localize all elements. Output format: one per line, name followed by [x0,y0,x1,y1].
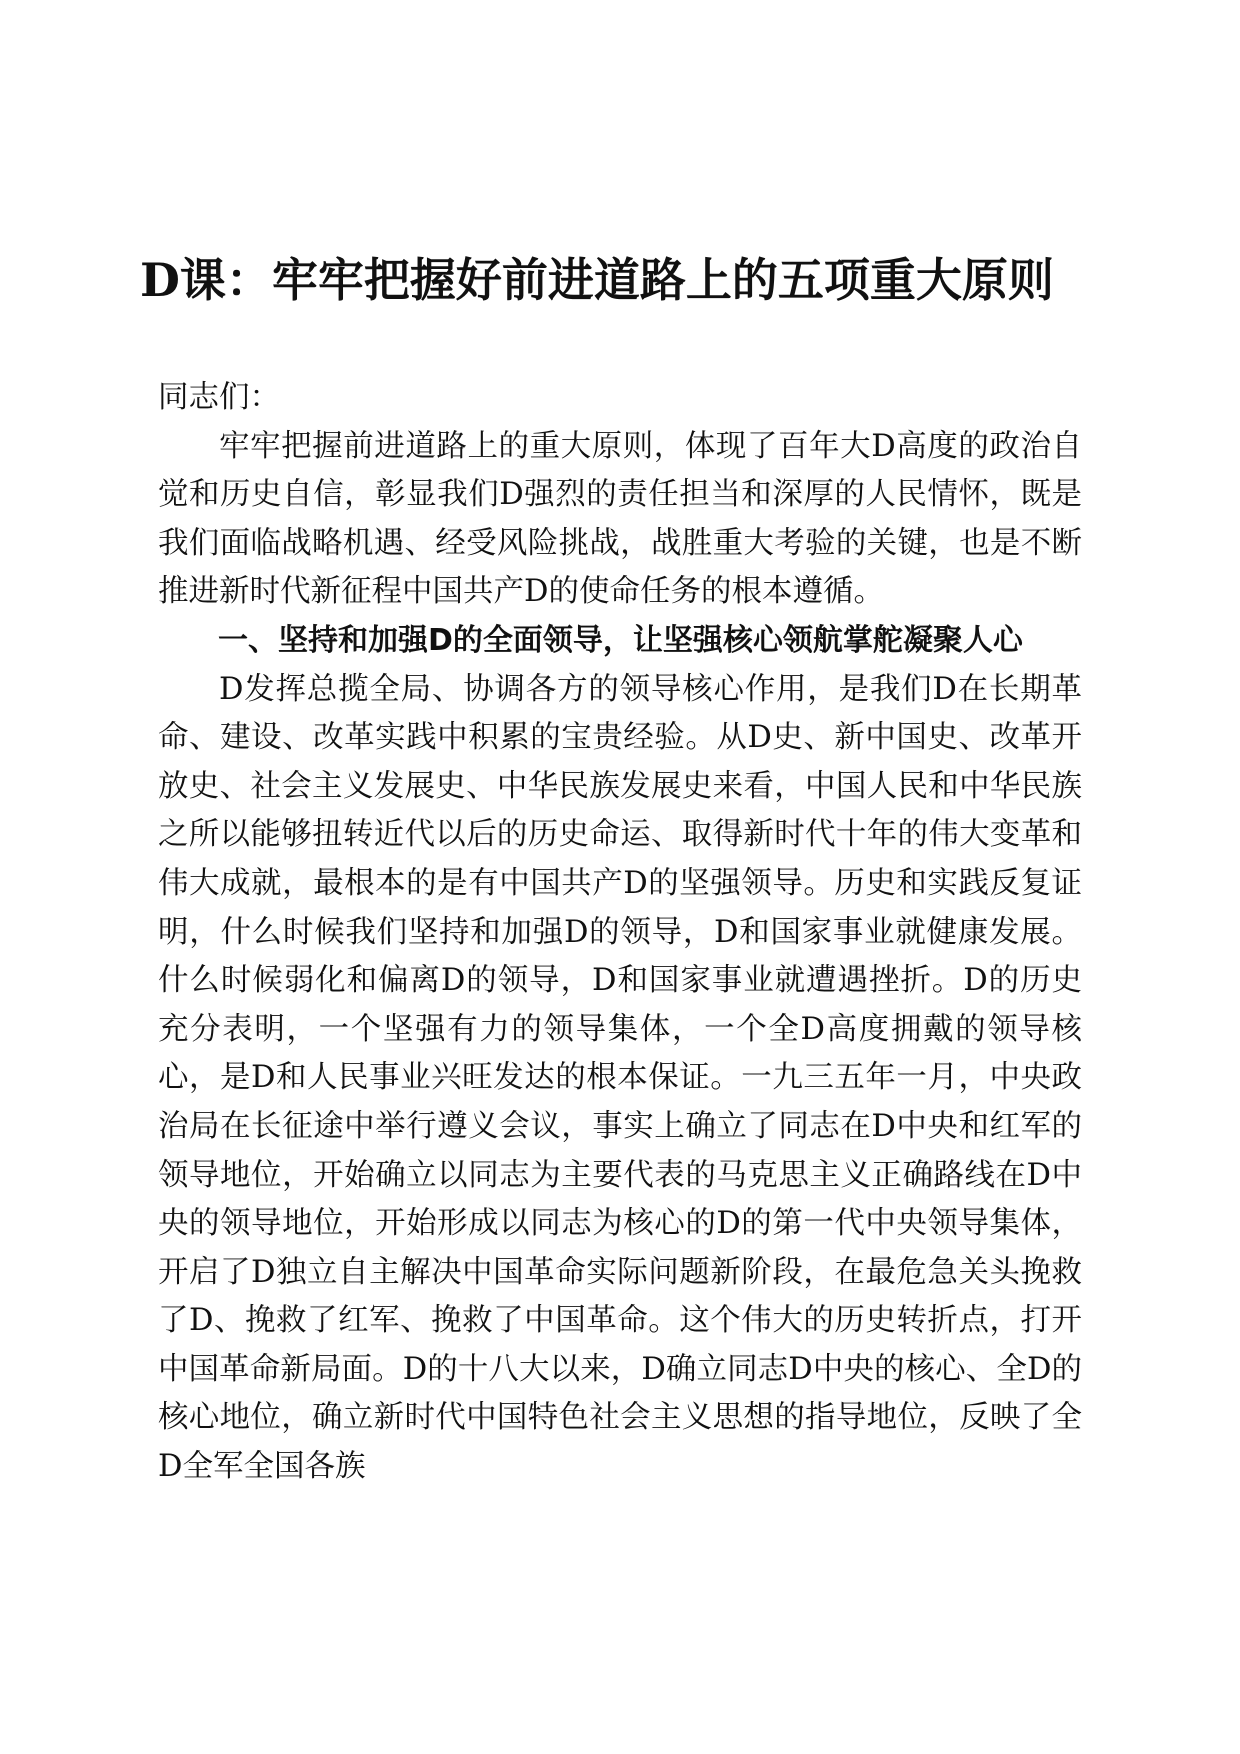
document-body [158,374,1082,1492]
section-1-paragraph: D发挥总揽全局、协调各方的领导核心作用，是我们D在长期革命、建设、改革实践中积累的宝贵经验。从D史、新中国史、改革开放史、社会主义发展史、中华民族发展史来看，中国人民和中华民族之所以能够扭转近代以后的历史命运、取得新时代十年的伟大变革和伟大成就，最根本的是有中国共产D的坚强领导。历史和实践反复证明，什么时候我们坚持和加强D的领导，D和国家事业就健康发展。什么时候弱化和偏离D的领导，D和国家事业就遭遇挫折。D的历史充分表明，一个坚强有力的领导集体，一个全D高度拥戴的领导核心，是D和人民事业兴旺发达的根本保证。一九三五年一月，中央政治局在长征途中举行遵义会议，事实上确立了同志在D中央和红军的领导地位，开始确立以同志为主要代表的马克思主义正确路线在D中央的领导地位，开始形成以同志为核心的D的第一代中央领导集体，开启了D独立自主解决中国革命实际问题新阶段，在最危急关头挽救了D、挽救了红军、挽救了中国革命。这个伟大的历史转折点，打开中国革命新局面。D的十八大以来，D确立同志D中央的核心、全D的核心地位，确立新时代中国特色社会主义思想的指导地位，反映了全D全军全国各族 [158,671,1082,1485]
document-title: D课：牢牢把握好前进道路上的五项重大原则 [140,253,1054,307]
salutation: 同志们： [158,380,280,415]
section-heading-1: 一、坚持和加强D的全面领导，让坚强核心领航掌舵凝聚人心 [218,622,1023,658]
intro-paragraph: 牢牢把握前进道路上的重大原则，体现了百年大D高度的政治自觉和历史自信，彰显我们D强烈的责任担当和深厚的人民情怀，既是我们面临战略机遇、经受风险挑战，战胜重大考验的关键，也是不断推进新时代新征程中国共产D的使命任务的根本遵循。 [158,428,1082,610]
